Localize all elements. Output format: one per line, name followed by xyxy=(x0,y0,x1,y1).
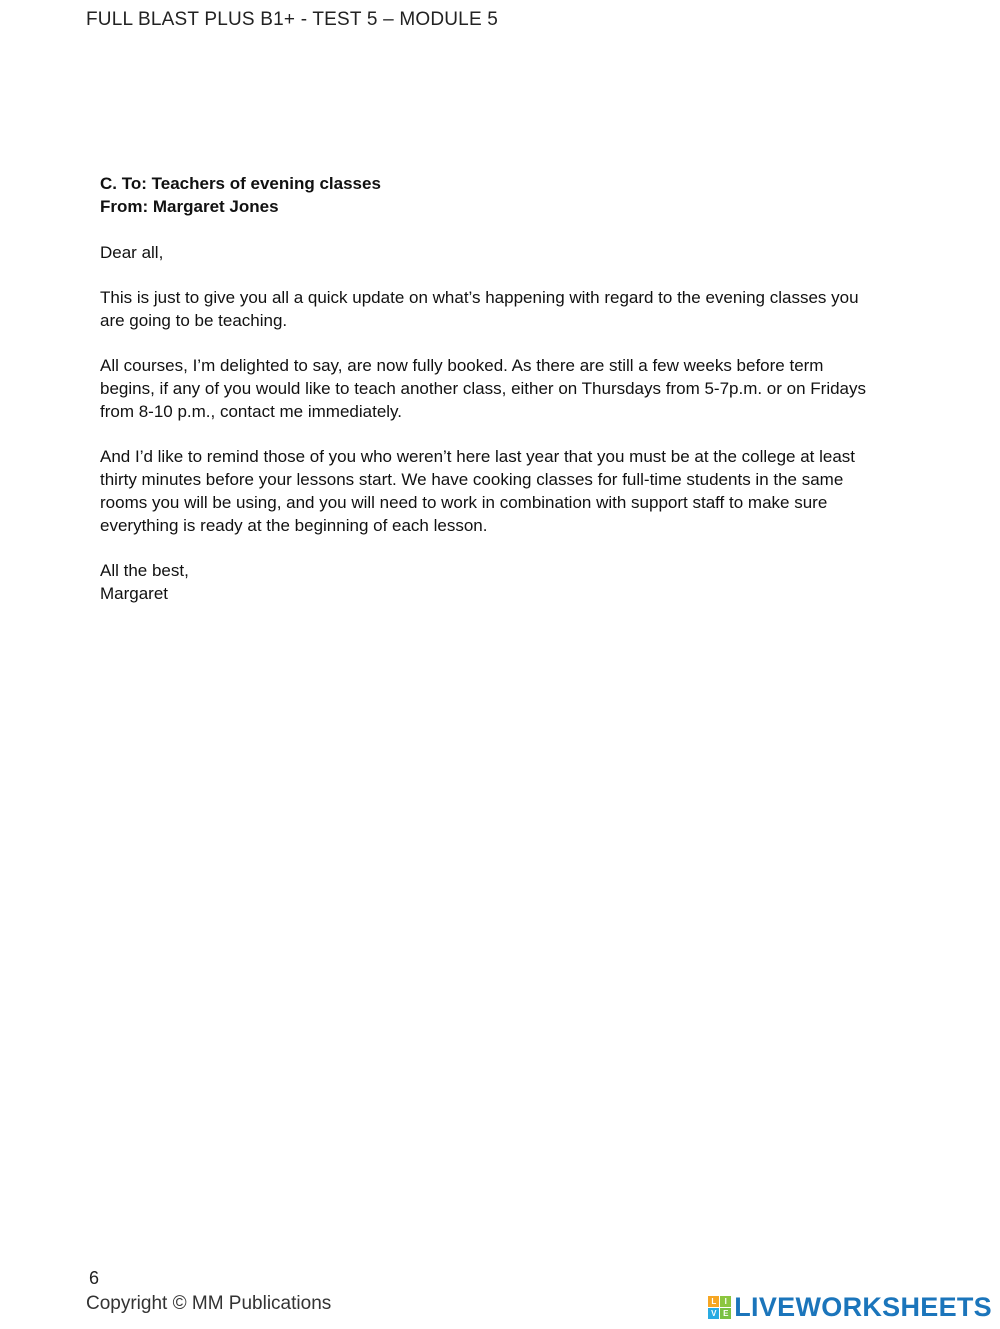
logo-tile-v: V xyxy=(708,1308,719,1319)
copyright-notice: Copyright © MM Publications xyxy=(86,1293,332,1314)
memo-signature: Margaret xyxy=(100,584,169,603)
page-number: 6 xyxy=(89,1268,100,1288)
memo-from-line: From: Margaret Jones xyxy=(100,197,279,216)
logo-tile-e: E xyxy=(720,1308,731,1319)
memo-paragraph-3: And I’d like to remind those of you who weren’t here last year that you must be at the college at least thirty minutes before your lessons start. We have cooking classes for full-time students in the same rooms you will be using, and you will need to work in combination with support staff to make sure everything is ready at the beginning of each lesson. xyxy=(100,447,856,535)
memo-salutation: Dear all, xyxy=(100,243,164,262)
liveworksheets-brand[interactable] xyxy=(708,1292,992,1323)
liveworksheets-wordmark: LIVEWORKSHEETS xyxy=(734,1292,992,1322)
memo-closing: All the best, xyxy=(100,561,189,580)
logo-tile-i: I xyxy=(720,1296,731,1307)
memo-to-line: C. To: Teachers of evening classes xyxy=(100,174,381,193)
memo-body xyxy=(100,172,880,605)
memo-paragraph-2: All courses, I’m delighted to say, are now fully booked. As there are still a few weeks before term begins, if any of you would like to teach another class, either on Thursdays from 5-7p.m. or on Fridays from 8-10 p.m., contact me immediately. xyxy=(100,356,867,421)
logo-tile-l: L xyxy=(708,1296,719,1307)
liveworksheets-logo-icon xyxy=(708,1296,731,1319)
memo-paragraph-1: This is just to give you all a quick update on what’s happening with regard to the evening classes you are going to be teaching. xyxy=(100,288,859,330)
document-header-title: FULL BLAST PLUS B1+ - TEST 5 – MODULE 5 xyxy=(86,9,499,30)
